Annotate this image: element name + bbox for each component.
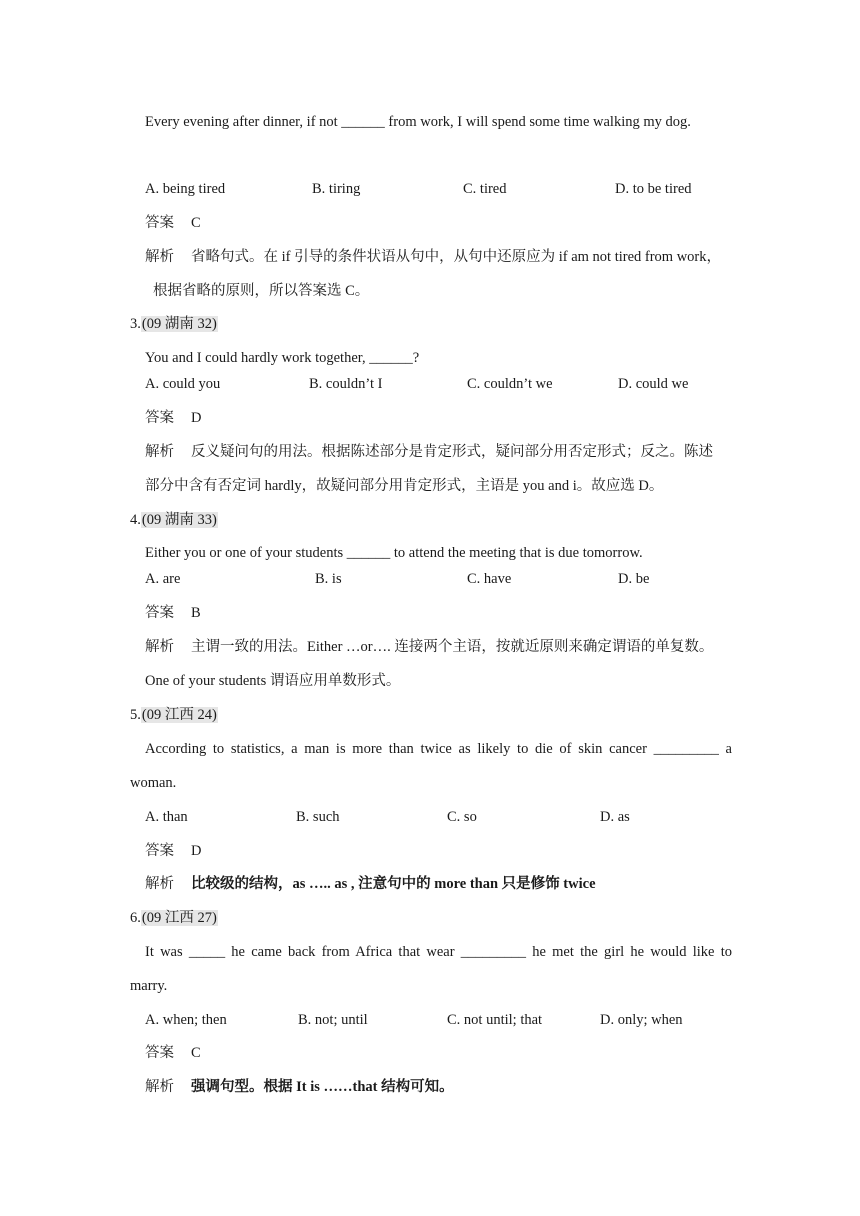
question-5-number — [130, 706, 218, 724]
analysis-label: 解析 — [145, 876, 174, 892]
question-number: 3. — [130, 316, 141, 332]
q4-analysis — [145, 638, 713, 656]
question-5-stem-line2: woman. — [130, 775, 177, 791]
answer-label: 答案 — [145, 605, 174, 621]
answer-value: D — [191, 843, 202, 859]
q4-option-c: C. have — [467, 571, 512, 587]
answer-value: C — [191, 1045, 201, 1061]
answer-label: 答案 — [145, 215, 174, 231]
analysis-label: 解析 — [145, 249, 174, 265]
q5-analysis — [145, 875, 596, 893]
q4-answer — [145, 604, 201, 622]
analysis-text: 反义疑问句的用法。根据陈述部分是肯定形式，疑问部分用否定形式；反之。陈述 — [191, 444, 713, 460]
analysis-label: 解析 — [145, 639, 174, 655]
answer-label: 答案 — [145, 843, 174, 859]
q4-option-b: B. is — [315, 571, 342, 587]
question-3-number — [130, 315, 218, 333]
q3-analysis-line2: 部分中含有否定词 hardly，故疑问部分用肯定形式，主语是 you and i。故应选 D。 — [145, 478, 664, 494]
q5-option-c: C. so — [447, 809, 477, 825]
q6-option-a: A. when; then — [145, 1012, 227, 1028]
q3-option-a: A. could you — [145, 376, 221, 392]
analysis-text: 比较级的结构，as ….. as , 注意句中的 more than 只是修饰 twice — [191, 876, 596, 892]
q2-option-b: B. tiring — [312, 181, 361, 197]
q5-answer — [145, 842, 201, 860]
answer-value: D — [191, 410, 202, 426]
question-6-number — [130, 909, 218, 927]
q6-analysis — [145, 1078, 454, 1096]
question-source: (09 湖南 32) — [141, 316, 217, 332]
q2-analysis — [145, 248, 721, 266]
q2-analysis-line2: 根据省略的原则，所以答案选 C。 — [153, 283, 370, 299]
q3-option-b: B. couldn’t I — [309, 376, 383, 392]
q5-option-b: B. such — [296, 809, 340, 825]
question-5-stem: According to statistics, a man is more than twice as likely to die of skin cancer _________ a — [145, 741, 732, 757]
q5-option-a: A. than — [145, 809, 188, 825]
answer-value: C — [191, 215, 201, 231]
q4-option-a: A. are — [145, 571, 181, 587]
q2-answer — [145, 214, 201, 232]
question-6-stem: It was _____ he came back from Africa that wear _________ he met the girl he would like to — [145, 944, 732, 960]
analysis-label: 解析 — [145, 444, 174, 460]
question-source: (09 江西 27) — [141, 910, 217, 926]
question-2-stem: Every evening after dinner, if not ______ from work, I will spend some time walking my dog. — [145, 114, 691, 130]
answer-label: 答案 — [145, 1045, 174, 1061]
q6-answer — [145, 1044, 201, 1062]
analysis-text: 强调句型。根据 It is ……that 结构可知。 — [191, 1079, 454, 1095]
answer-label: 答案 — [145, 410, 174, 426]
q5-option-d: D. as — [600, 809, 630, 825]
q6-option-b: B. not; until — [298, 1012, 368, 1028]
q3-answer — [145, 409, 201, 427]
q4-analysis-line2: One of your students 谓语应用单数形式。 — [145, 673, 401, 689]
question-6-stem-line2: marry. — [130, 978, 168, 994]
analysis-text: 主谓一致的用法。Either …or…. 连接两个主语，按就近原则来确定谓语的单复数。 — [191, 639, 714, 655]
question-source: (09 江西 24) — [141, 707, 217, 723]
q3-analysis — [145, 443, 713, 461]
answer-value: B — [191, 605, 201, 621]
q4-option-d: D. be — [618, 571, 650, 587]
question-4-stem: Either you or one of your students ______ to attend the meeting that is due tomorrow. — [145, 545, 643, 561]
q3-option-d: D. could we — [618, 376, 689, 392]
q6-option-d: D. only; when — [600, 1012, 683, 1028]
q2-option-d: D. to be tired — [615, 181, 692, 197]
q2-option-c: C. tired — [463, 181, 507, 197]
question-number: 5. — [130, 707, 141, 723]
analysis-label: 解析 — [145, 1079, 174, 1095]
q3-option-c: C. couldn’t we — [467, 376, 553, 392]
question-4-number — [130, 511, 218, 529]
question-number: 4. — [130, 512, 141, 528]
question-number: 6. — [130, 910, 141, 926]
question-source: (09 湖南 33) — [141, 512, 217, 528]
q2-option-a: A. being tired — [145, 181, 226, 197]
analysis-text: 省略句式。在 if 引导的条件状语从句中，从句中还原应为 if am not tired from work， — [191, 249, 722, 265]
q6-option-c: C. not until; that — [447, 1012, 543, 1028]
question-3-stem: You and I could hardly work together, ______? — [145, 350, 420, 366]
